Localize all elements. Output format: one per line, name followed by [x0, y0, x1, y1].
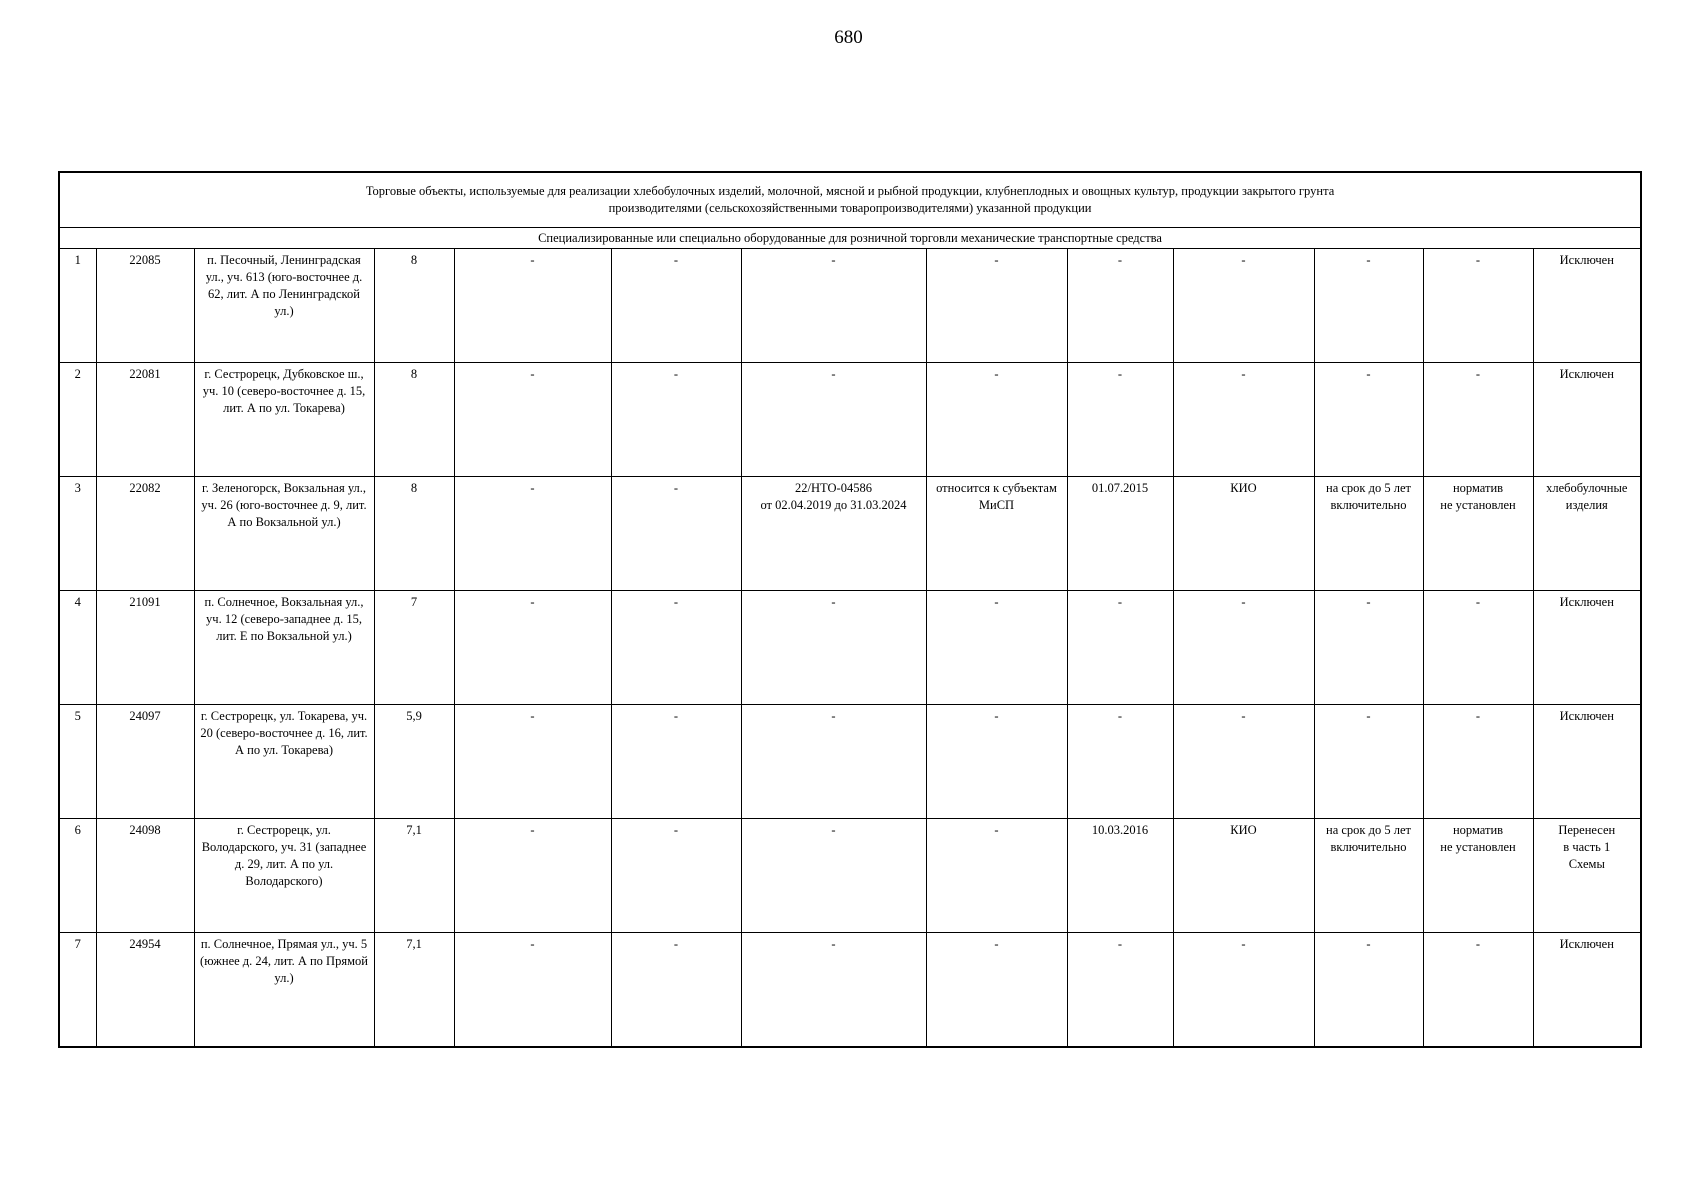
object-code: 24097: [96, 705, 194, 819]
section-title-line-2: производителями (сельскохозяйственными товаропроизводителями) указанной продукции: [608, 201, 1092, 215]
norm-cell: [1423, 363, 1533, 477]
object-code: 22081: [96, 363, 194, 477]
norm-line-1: -: [1475, 367, 1481, 381]
contract-number: -: [831, 937, 836, 951]
status-cell: [1533, 477, 1641, 591]
term-cell: [1314, 705, 1423, 819]
contract-cell: [741, 477, 926, 591]
object-address: г. Сестрорецк, Дубковское ш., уч. 10 (северо-восточнее д. 15, лит. А по ул. Токарева): [194, 363, 374, 477]
contract-cell: [741, 705, 926, 819]
contract-period: от 02.04.2019 до 31.03.2024: [760, 498, 907, 512]
status-line-1: хлебобулочные: [1546, 481, 1628, 495]
status-line-3: Схемы: [1568, 857, 1605, 871]
norm-cell: [1423, 933, 1533, 1047]
status-line-1: Исключен: [1559, 253, 1614, 267]
object-address: п. Солнечное, Прямая ул., уч. 5 (южнее д. 24, лит. А по Прямой ул.): [194, 933, 374, 1047]
sme-cell: [926, 477, 1067, 591]
registry-table: [58, 171, 1642, 1048]
row-number: 7: [59, 933, 96, 1047]
authority-cell: -: [1173, 591, 1314, 705]
table-row: [59, 249, 1641, 363]
sme-line-1: -: [994, 253, 999, 267]
cell-col6: -: [611, 249, 741, 363]
term-line-1: на срок до 5 лет: [1326, 823, 1411, 837]
object-code: 21091: [96, 591, 194, 705]
date-cell: -: [1067, 933, 1173, 1047]
cell-col5: -: [454, 933, 611, 1047]
term-cell: [1314, 591, 1423, 705]
sme-line-1: -: [994, 709, 999, 723]
cell-col6: -: [611, 705, 741, 819]
status-line-2: в часть 1: [1563, 840, 1611, 854]
row-number: 5: [59, 705, 96, 819]
cell-col5: -: [454, 363, 611, 477]
contract-cell: [741, 819, 926, 933]
contract-cell: [741, 363, 926, 477]
sme-cell: [926, 363, 1067, 477]
table-row: [59, 477, 1641, 591]
sme-cell: [926, 819, 1067, 933]
sme-cell: [926, 705, 1067, 819]
registry-table-body: [59, 172, 1641, 1047]
object-area: 8: [374, 477, 454, 591]
norm-cell: [1423, 477, 1533, 591]
norm-cell: [1423, 591, 1533, 705]
term-line-1: -: [1366, 367, 1371, 381]
norm-cell: [1423, 705, 1533, 819]
status-line-1: Исключен: [1559, 595, 1614, 609]
norm-line-1: -: [1475, 595, 1481, 609]
object-area: 5,9: [374, 705, 454, 819]
term-line-2: включительно: [1330, 840, 1407, 854]
object-area: 8: [374, 363, 454, 477]
date-cell: -: [1067, 363, 1173, 477]
row-number: 6: [59, 819, 96, 933]
norm-line-1: норматив: [1452, 481, 1504, 495]
date-cell: 01.07.2015: [1067, 477, 1173, 591]
contract-number: -: [831, 823, 836, 837]
sme-line-1: -: [994, 367, 999, 381]
cell-col5: -: [454, 591, 611, 705]
contract-number: 22/НТО-04586: [795, 481, 872, 495]
term-line-1: -: [1366, 595, 1371, 609]
table-row: [59, 819, 1641, 933]
term-cell: [1314, 477, 1423, 591]
object-area: 7: [374, 591, 454, 705]
status-line-1: Исключен: [1559, 367, 1614, 381]
status-cell: [1533, 819, 1641, 933]
row-number: 2: [59, 363, 96, 477]
norm-line-2: не установлен: [1440, 498, 1516, 512]
object-area: 8: [374, 249, 454, 363]
contract-number: -: [831, 367, 836, 381]
cell-col6: -: [611, 363, 741, 477]
norm-line-1: -: [1475, 937, 1481, 951]
object-address: г. Зеленогорск, Вокзальная ул., уч. 26 (юго-восточнее д. 9, лит. А по Вокзальной ул.): [194, 477, 374, 591]
section-subtitle: Специализированные или специально оборудованные для розничной торговли механические транспортные средства: [59, 228, 1641, 249]
table-row: [59, 363, 1641, 477]
cell-col5: -: [454, 705, 611, 819]
authority-cell: КИО: [1173, 819, 1314, 933]
object-code: 24098: [96, 819, 194, 933]
sme-line-1: -: [994, 823, 999, 837]
contract-cell: [741, 933, 926, 1047]
object-address: п. Песочный, Ленинградская ул., уч. 613 (юго-восточнее д. 62, лит. А по Ленинградской ул.): [194, 249, 374, 363]
sme-cell: [926, 591, 1067, 705]
row-number: 1: [59, 249, 96, 363]
sme-cell: [926, 933, 1067, 1047]
sme-line-1: относится к субъектам: [936, 481, 1057, 495]
cell-col6: -: [611, 591, 741, 705]
contract-number: -: [831, 709, 836, 723]
date-cell: -: [1067, 705, 1173, 819]
object-code: 22082: [96, 477, 194, 591]
section-title-row: [59, 172, 1641, 228]
status-line-1: Перенесен: [1558, 823, 1616, 837]
status-line-1: Исключен: [1559, 709, 1614, 723]
norm-cell: [1423, 249, 1533, 363]
status-cell: [1533, 705, 1641, 819]
term-cell: [1314, 819, 1423, 933]
norm-line-1: -: [1475, 709, 1481, 723]
cell-col6: -: [611, 477, 741, 591]
object-area: 7,1: [374, 819, 454, 933]
contract-number: -: [831, 253, 836, 267]
sme-cell: [926, 249, 1067, 363]
cell-col5: -: [454, 819, 611, 933]
cell-col5: -: [454, 477, 611, 591]
sme-line-1: -: [994, 937, 999, 951]
table-row: [59, 705, 1641, 819]
authority-cell: КИО: [1173, 477, 1314, 591]
norm-cell: [1423, 819, 1533, 933]
object-area: 7,1: [374, 933, 454, 1047]
object-code: 22085: [96, 249, 194, 363]
contract-cell: [741, 249, 926, 363]
term-line-1: -: [1366, 709, 1371, 723]
sme-line-2: МиСП: [978, 498, 1015, 512]
cell-col6: -: [611, 819, 741, 933]
section-title: [59, 172, 1641, 228]
term-line-2: включительно: [1330, 498, 1407, 512]
cell-col6: -: [611, 933, 741, 1047]
contract-cell: [741, 591, 926, 705]
term-cell: [1314, 363, 1423, 477]
status-cell: [1533, 363, 1641, 477]
authority-cell: -: [1173, 249, 1314, 363]
status-line-1: Исключен: [1559, 937, 1614, 951]
norm-line-2: не установлен: [1440, 840, 1516, 854]
section-subtitle-row: [59, 228, 1641, 249]
cell-col5: -: [454, 249, 611, 363]
object-address: г. Сестрорецк, ул. Токарева, уч. 20 (северо-восточнее д. 16, лит. А по ул. Токарева): [194, 705, 374, 819]
norm-line-1: -: [1475, 253, 1481, 267]
contract-number: -: [831, 595, 836, 609]
row-number: 3: [59, 477, 96, 591]
table-row: [59, 591, 1641, 705]
object-address: г. Сестрорецк, ул. Володарского, уч. 31 (западнее д. 29, лит. А по ул. Володарского): [194, 819, 374, 933]
row-number: 4: [59, 591, 96, 705]
date-cell: 10.03.2016: [1067, 819, 1173, 933]
status-cell: [1533, 933, 1641, 1047]
object-address: п. Солнечное, Вокзальная ул., уч. 12 (северо-западнее д. 15, лит. Е по Вокзальной ул.): [194, 591, 374, 705]
term-cell: [1314, 249, 1423, 363]
page-number: 680: [834, 27, 863, 48]
date-cell: -: [1067, 591, 1173, 705]
term-line-1: -: [1366, 253, 1371, 267]
authority-cell: -: [1173, 363, 1314, 477]
authority-cell: -: [1173, 705, 1314, 819]
sme-line-1: -: [994, 595, 999, 609]
status-cell: [1533, 249, 1641, 363]
section-title-line-1: Торговые объекты, используемые для реализации хлебобулочных изделий, молочной, мясной и рыбной продукции, клубнеплодных и овощных культур, продукции закрытого грунта: [365, 184, 1335, 198]
term-line-1: на срок до 5 лет: [1326, 481, 1411, 495]
table-row: [59, 933, 1641, 1047]
term-line-1: -: [1366, 937, 1371, 951]
status-cell: [1533, 591, 1641, 705]
object-code: 24954: [96, 933, 194, 1047]
norm-line-1: норматив: [1452, 823, 1504, 837]
term-cell: [1314, 933, 1423, 1047]
authority-cell: -: [1173, 933, 1314, 1047]
date-cell: -: [1067, 249, 1173, 363]
status-line-2: изделия: [1565, 498, 1608, 512]
